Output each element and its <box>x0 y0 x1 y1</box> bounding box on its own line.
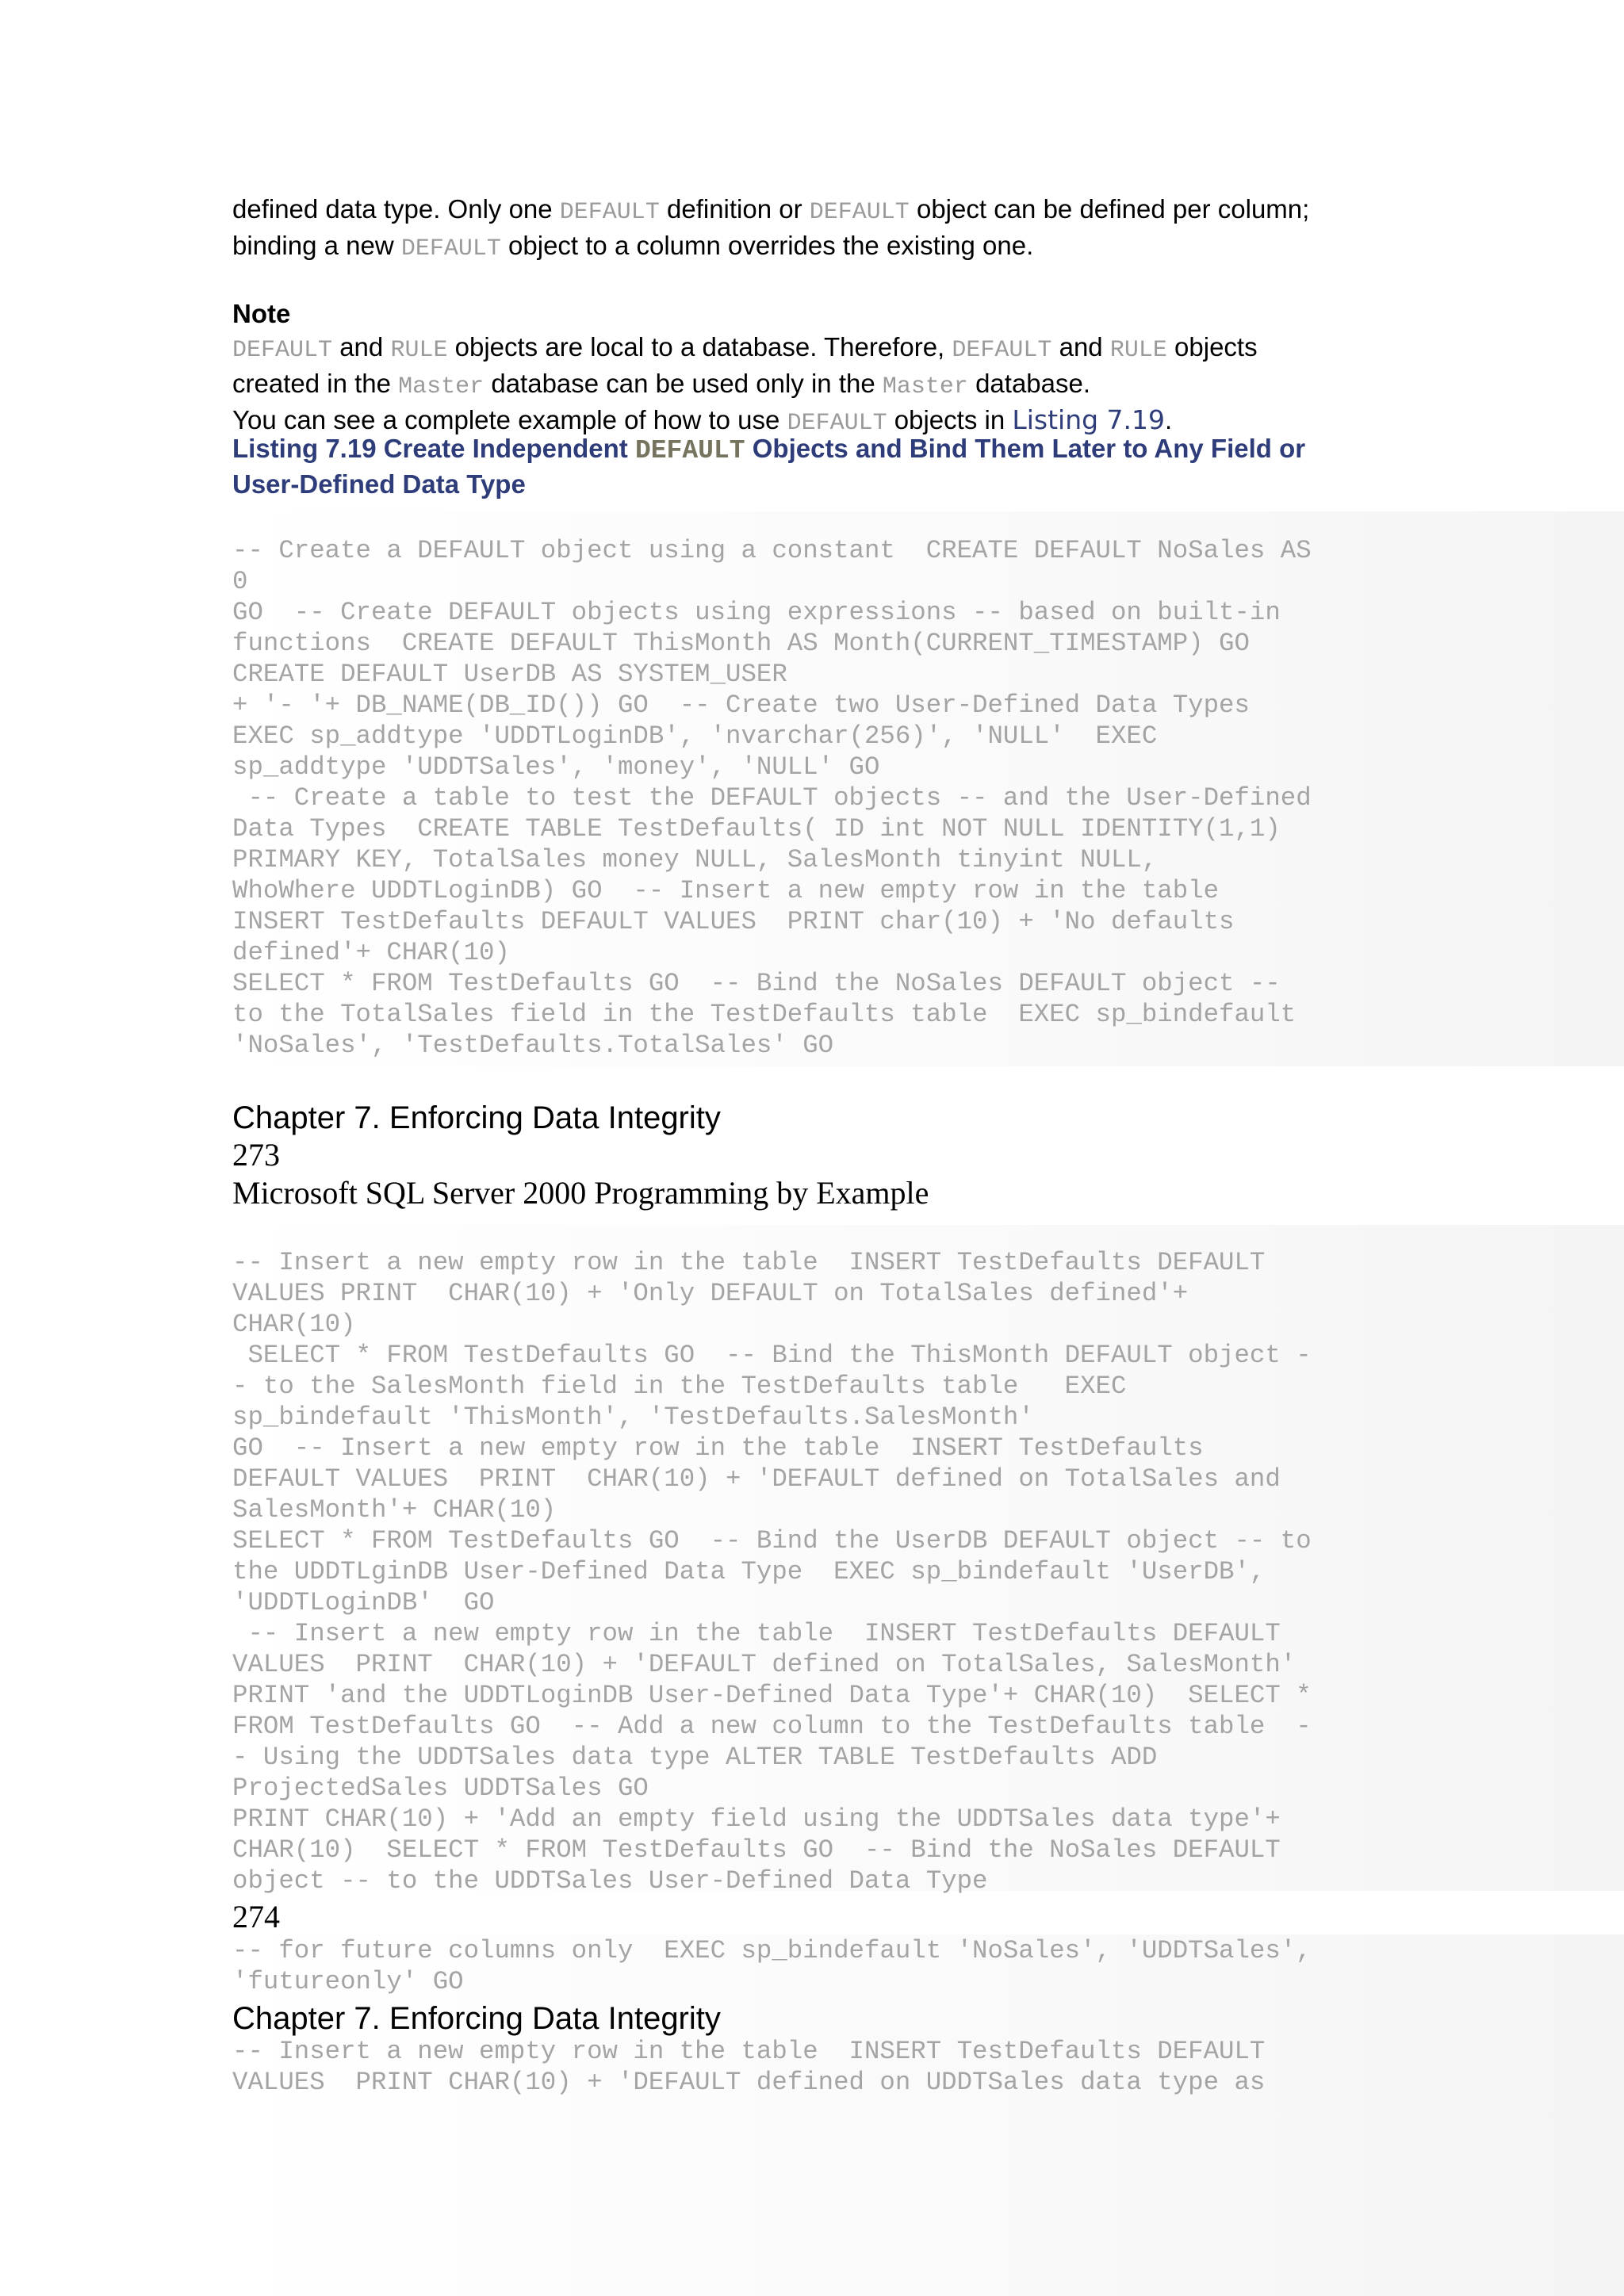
code-line: -- Insert a new empty row in the table INSERT TestDefaults DEFAULT <box>232 1248 1266 1277</box>
note-heading: Note <box>232 299 291 328</box>
text: database. <box>967 369 1091 398</box>
code-term: RULE <box>1109 337 1167 364</box>
code-line: EXEC sp_addtype 'UDDTLoginDB', 'nvarchar(256)', 'NULL' EXEC <box>232 721 1158 751</box>
text: . <box>1165 405 1173 434</box>
code-line: functions CREATE DEFAULT ThisMonth AS Month(CURRENT_TIMESTAMP) GO <box>232 629 1250 658</box>
note-line-1 <box>232 331 1390 367</box>
chapter-heading: Chapter 7. Enforcing Data Integrity <box>232 2001 721 2036</box>
code-line: SELECT * FROM TestDefaults GO -- Bind the ThisMonth DEFAULT object - <box>232 1341 1312 1370</box>
code-line: 'NoSales', 'TestDefaults.TotalSales' GO <box>232 1031 834 1060</box>
listing-title-line-2: User-Defined Data Type <box>232 469 526 499</box>
code-line: 0 <box>232 567 248 596</box>
code-block-2 <box>232 1247 1390 1896</box>
code-line: -- Insert a new empty row in the table INSERT TestDefaults DEFAULT <box>232 1619 1281 1648</box>
text: and <box>332 332 391 362</box>
code-line: sp_bindefault 'ThisMonth', 'TestDefaults.SalesMonth' <box>232 1402 1034 1432</box>
code-line: the UDDTLginDB User-Defined Data Type EXEC sp_bindefault 'UserDB', <box>232 1557 1266 1586</box>
code-block-1 <box>232 535 1390 1061</box>
code-line: CHAR(10) <box>232 1310 356 1339</box>
code-term: DEFAULT <box>559 199 660 226</box>
code-line: to the TotalSales field in the TestDefaults table EXEC sp_bindefault <box>232 1000 1297 1029</box>
code-line: -- Create a DEFAULT object using a constant CREATE DEFAULT NoSales AS <box>232 536 1312 565</box>
text: Listing 7.19 Create Independent <box>232 434 635 463</box>
text: objects in <box>887 405 1013 434</box>
code-term: DEFAULT <box>952 337 1052 364</box>
code-line: VALUES PRINT CHAR(10) + 'Only DEFAULT on TotalSales defined'+ <box>232 1279 1189 1308</box>
code-line: 'futureonly' GO <box>232 1967 464 1996</box>
code-line: 'UDDTLoginDB' GO <box>232 1588 495 1617</box>
code-line: PRINT CHAR(10) + 'Add an empty field using the UDDTSales data type'+ <box>232 1804 1281 1834</box>
text: created in the <box>232 369 399 398</box>
code-line: DEFAULT VALUES PRINT CHAR(10) + 'DEFAULT defined on TotalSales and <box>232 1464 1281 1494</box>
code-line: - Using the UDDTSales data type ALTER TABLE TestDefaults ADD <box>232 1743 1158 1772</box>
code-line: GO -- Insert a new empty row in the table INSERT TestDefaults <box>232 1433 1204 1463</box>
code-line: SalesMonth'+ CHAR(10) <box>232 1495 557 1525</box>
text: You can see a complete example of how to use <box>232 405 787 434</box>
chapter-heading: Chapter 7. Enforcing Data Integrity <box>232 1100 721 1135</box>
text: definition or <box>659 194 810 224</box>
code-line: FROM TestDefaults GO -- Add a new column to the TestDefaults table - <box>232 1712 1312 1741</box>
code-term: Master <box>398 373 485 400</box>
code-line: INSERT TestDefaults DEFAULT VALUES PRINT char(10) + 'No defaults <box>232 907 1235 936</box>
code-line: PRIMARY KEY, TotalSales money NULL, SalesMonth tinyint NULL, <box>232 845 1158 874</box>
code-term: DEFAULT <box>232 337 333 364</box>
code-line: -- for future columns only EXEC sp_bindefault 'NoSales', 'UDDTSales', <box>232 1936 1312 1965</box>
text: defined data type. Only one <box>232 194 560 224</box>
code-line: object -- to the UDDTSales User-Defined Data Type <box>232 1866 988 1896</box>
page-number: 273 <box>232 1137 280 1173</box>
note-section <box>232 297 1390 440</box>
page-number: 274 <box>232 1899 280 1934</box>
code-block-4 <box>232 2036 1390 2098</box>
code-line: Data Types CREATE TABLE TestDefaults( ID int NOT NULL IDENTITY(1,1) <box>232 814 1281 844</box>
code-line: PRINT 'and the UDDTLoginDB User-Defined Data Type'+ CHAR(10) SELECT * <box>232 1681 1312 1710</box>
listing-7-19-link[interactable]: Listing 7.19 <box>1012 404 1166 435</box>
code-line: VALUES PRINT CHAR(10) + 'DEFAULT defined on UDDTSales data type as <box>232 2068 1266 2097</box>
note-line-2 <box>232 367 1390 404</box>
code-line: -- Insert a new empty row in the table INSERT TestDefaults DEFAULT <box>232 2037 1266 2066</box>
text: Objects and Bind Them Later to Any Field or <box>745 434 1306 463</box>
code-term: DEFAULT <box>634 436 745 465</box>
text: and <box>1051 332 1110 362</box>
listing-title <box>232 432 1390 501</box>
code-block-3 <box>232 1935 1390 1997</box>
code-term: Master <box>882 373 968 400</box>
book-title: Microsoft SQL Server 2000 Programming by Example <box>232 1175 929 1211</box>
code-term: DEFAULT <box>400 235 501 262</box>
code-line: WhoWhere UDDTLoginDB) GO -- Insert a new empty row in the table <box>232 876 1220 905</box>
text: objects are local to a database. Therefore, <box>447 332 952 362</box>
code-term: RULE <box>390 337 448 364</box>
text: objects <box>1166 332 1258 362</box>
text: binding a new <box>232 231 401 260</box>
code-line: GO -- Create DEFAULT objects using expressions -- based on built-in <box>232 598 1281 627</box>
listing-title-line-1 <box>232 432 1390 468</box>
code-line: SELECT * FROM TestDefaults GO -- Bind the NoSales DEFAULT object -- <box>232 969 1281 998</box>
code-line: + '- '+ DB_NAME(DB_ID()) GO -- Create two User-Defined Data Types <box>232 691 1250 720</box>
text: database can be used only in the <box>484 369 883 398</box>
code-term: DEFAULT <box>787 410 887 437</box>
intro-line-2 <box>232 229 1390 266</box>
code-line: CHAR(10) SELECT * FROM TestDefaults GO -- Bind the NoSales DEFAULT <box>232 1835 1281 1865</box>
intro-paragraph <box>232 193 1390 266</box>
text: object can be defined per column; <box>909 194 1310 224</box>
code-line: ProjectedSales UDDTSales GO <box>232 1774 649 1803</box>
code-line: sp_addtype 'UDDTSales', 'money', 'NULL' GO <box>232 752 880 782</box>
code-line: VALUES PRINT CHAR(10) + 'DEFAULT defined on TotalSales, SalesMonth' <box>232 1650 1297 1679</box>
code-line: SELECT * FROM TestDefaults GO -- Bind the UserDB DEFAULT object -- to <box>232 1526 1312 1556</box>
code-line: - to the SalesMonth field in the TestDefaults table EXEC <box>232 1372 1127 1401</box>
intro-line-1 <box>232 193 1390 229</box>
text: object to a column overrides the existing one. <box>500 231 1034 260</box>
code-line: CREATE DEFAULT UserDB AS SYSTEM_USER <box>232 660 787 689</box>
code-line: -- Create a table to test the DEFAULT objects -- and the User-Defined <box>232 783 1312 813</box>
code-term: DEFAULT <box>809 199 910 226</box>
code-line: defined'+ CHAR(10) <box>232 938 510 967</box>
